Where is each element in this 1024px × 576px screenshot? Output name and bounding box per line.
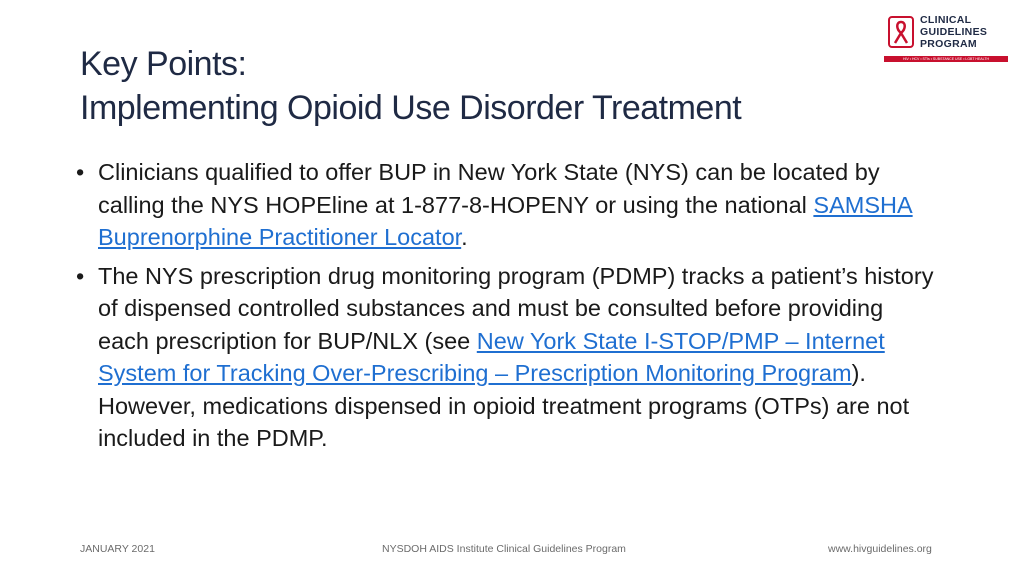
bullet-item (76, 260, 936, 455)
bullet-text-post: ). However, medications dispensed in opioid treatment programs (OTPs) are not included in the PDMP. (98, 360, 910, 451)
bullet-marker: • (76, 159, 85, 185)
bullet-marker: • (76, 262, 85, 289)
title-line-1: Key Points: (80, 45, 247, 83)
bullet-text-post: . (461, 224, 468, 250)
footer-date: JANUARY 2021 (80, 543, 155, 555)
red-ribbon-icon (888, 16, 914, 48)
logo-line-3: PROGRAM (920, 38, 977, 50)
bullet-text-pre: Clinicians qualified to offer BUP in New York State (NYS) can be located by calling the NYS HOPEline at 1-877-8-HOPENY or using the national (98, 159, 880, 218)
bullet-text-pre: The NYS prescription drug monitoring program (PDMP) tracks a patient’s history of dispensed controlled substances and must be consulted before providing each prescription for BUP/NLX (see (98, 262, 934, 354)
bullet-item (76, 156, 936, 254)
logo-line-2: GUIDELINES (920, 26, 988, 38)
footer-url: www.hivguidelines.org (828, 543, 932, 555)
slide-title (80, 42, 860, 130)
bullet-list (76, 156, 936, 461)
footer-program: NYSDOH AIDS Institute Clinical Guidelines Program (382, 543, 626, 555)
logo-line-1: CLINICAL (920, 14, 972, 26)
samsha-locator-link[interactable]: SAMSHA Buprenorphine Practitioner Locator (98, 191, 913, 250)
logo-wordmark (920, 14, 987, 50)
title-line-2: Implementing Opioid Use Disorder Treatment (80, 89, 742, 127)
clinical-guidelines-program-logo (884, 12, 1008, 64)
logo-tagline-strip: HIV • HCV • STIs • SUBSTANCE USE • LGBT HEALTH (884, 56, 1008, 62)
istop-pmp-link[interactable]: New York State I-STOP/PMP – Internet System for Tracking Over-Prescribing – Prescription Monitoring Program (98, 327, 885, 386)
